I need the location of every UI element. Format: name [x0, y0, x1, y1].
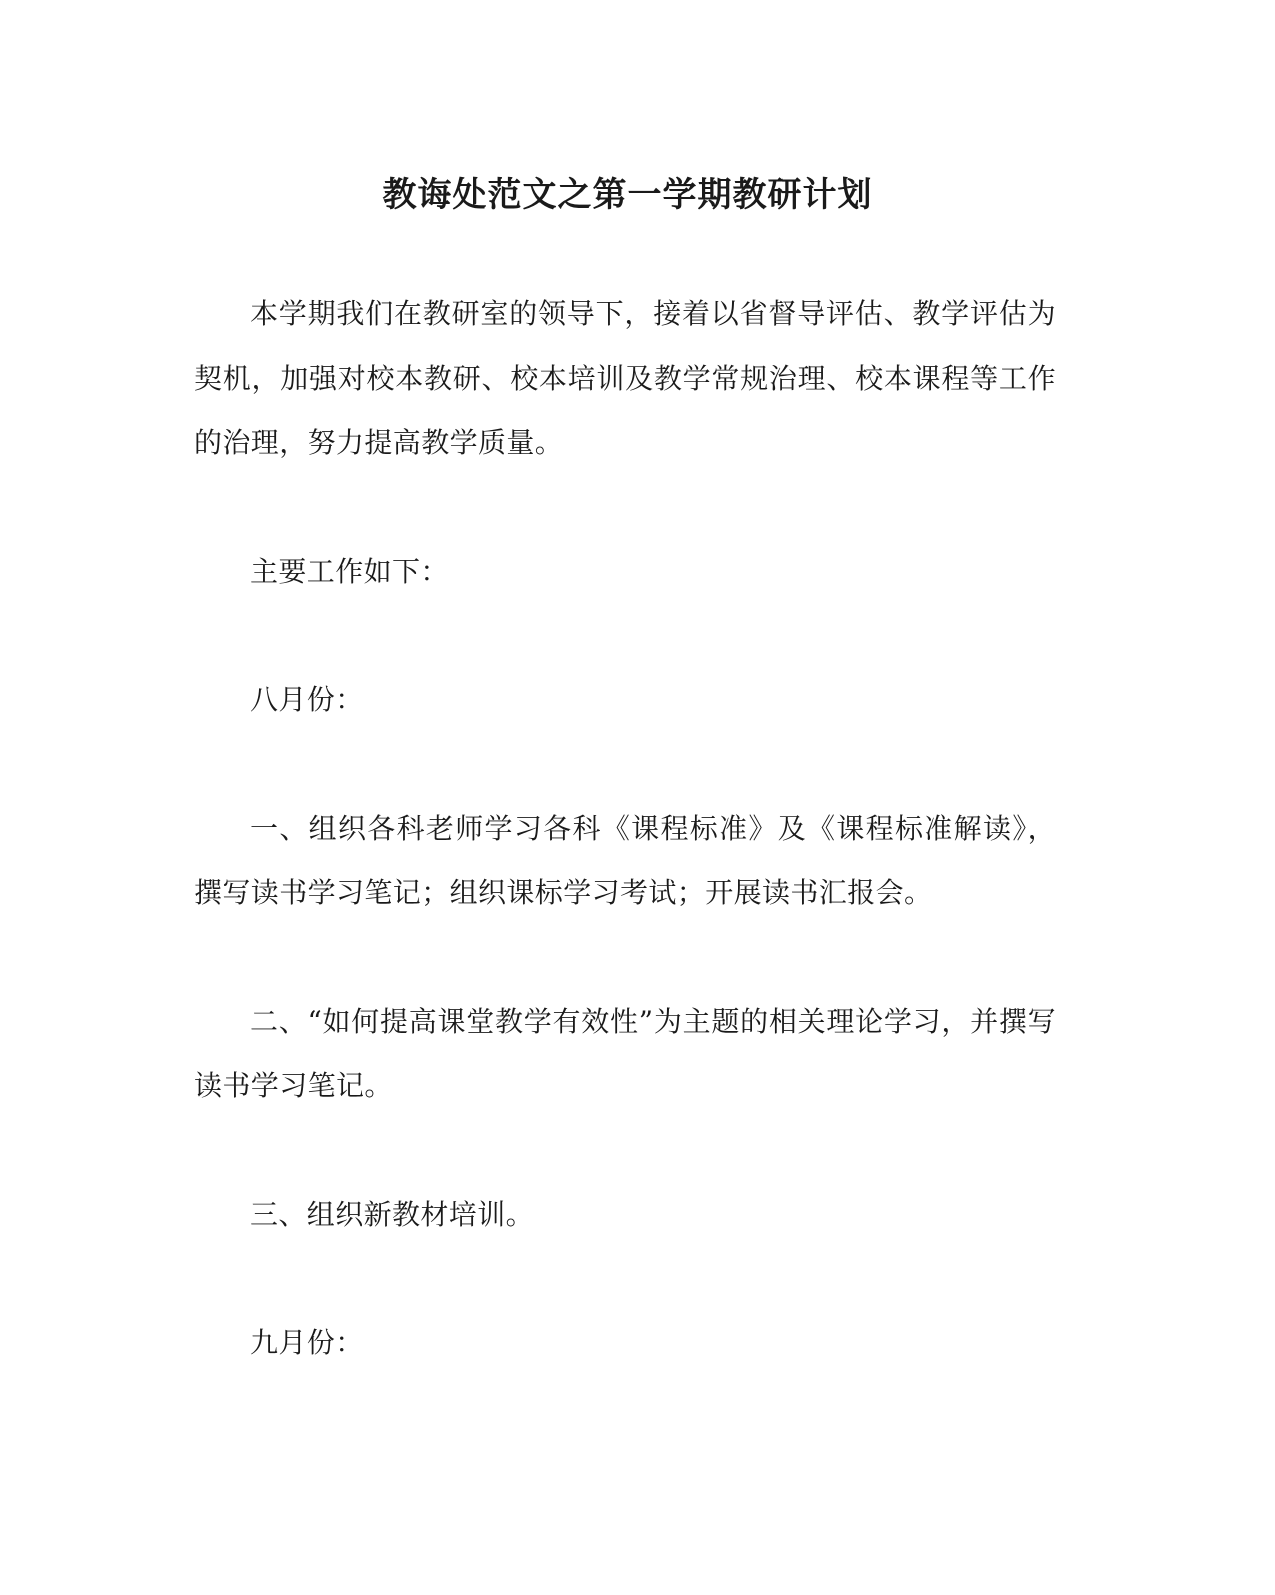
document-title: 教诲处范文之第一学期教研计划	[382, 175, 873, 215]
paragraph-spacer	[194, 604, 1056, 668]
paragraph-spacer	[194, 1119, 1056, 1183]
paragraph-item-one: 一、组织各科老师学习各科《课程标准》及《课程标准解读》，撰写读书学习笔记；组织课标学习考试；开展读书汇报会。	[194, 811, 1056, 909]
paragraph-item-two: 二、“如何提高课堂教学有效性”为主题的相关理论学习，并撰写读书学习笔记。	[194, 1004, 1056, 1102]
paragraph-intro: 本学期我们在教研室的领导下，接着以省督导评估、教学评估为契机，加强对校本教研、校本培训及教学常规治理、校本课程等工作的治理，努力提高教学质量。	[194, 297, 1056, 459]
paragraph-spacer	[194, 926, 1056, 990]
paragraph-august-heading: 八月份：	[250, 683, 364, 716]
paragraph-spacer	[194, 476, 1056, 540]
paragraph-september-heading: 九月份：	[250, 1326, 364, 1359]
paragraph-item-three: 三、组织新教材培训。	[250, 1197, 535, 1231]
document-body	[194, 282, 1056, 1376]
paragraph-spacer	[194, 1247, 1056, 1311]
paragraph-spacer	[194, 733, 1056, 797]
paragraph-main-work: 主要工作如下：	[250, 554, 449, 588]
